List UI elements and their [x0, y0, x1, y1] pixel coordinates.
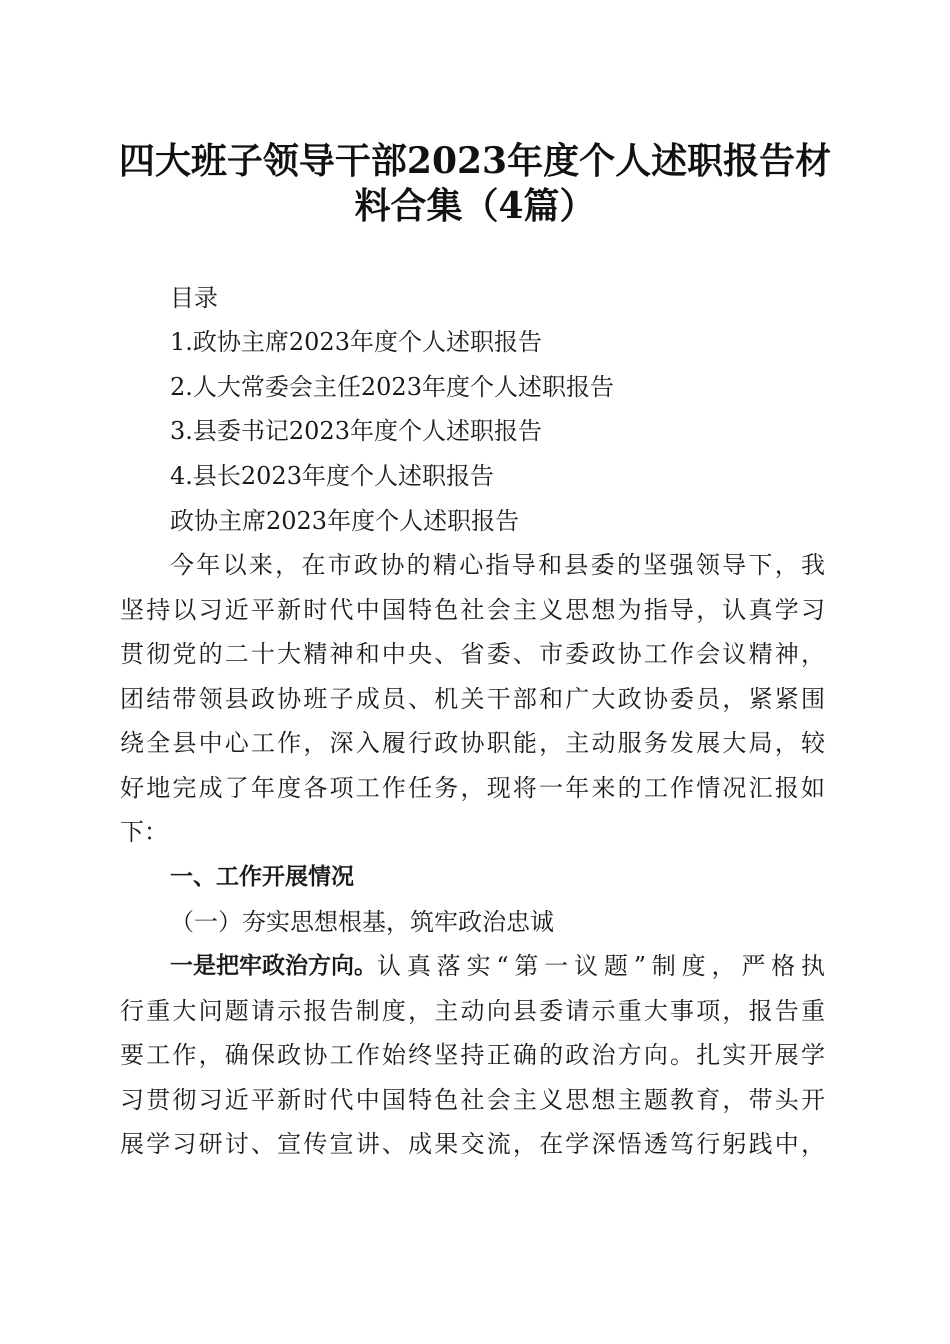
para1-bold-lead: 一是把牢政治方向。 [170, 953, 377, 979]
intro-line-4: 团结带领县政协班子成员、机关干部和广大政协委员，紧紧围 [120, 685, 825, 713]
para1-line-1 [170, 950, 825, 982]
para1-line-4: 习贯彻习近平新时代中国特色社会主义思想主题教育，带头开 [120, 1086, 825, 1114]
para1-line-2: 行重大问题请示报告制度，主动向县委请示重大事项，报告重 [120, 997, 825, 1025]
para1-line-5: 展学习研讨、宣传宣讲、成果交流，在学深悟透笃行躬践中， [120, 1130, 825, 1158]
document-title-line-2: 料合集（4篇） [354, 185, 596, 227]
toc-item-1: 1.政协主席2023年度个人述职报告 [170, 328, 542, 356]
toc-item-4: 4.县长2023年度个人述职报告 [170, 462, 494, 490]
heading-level-2: （一）夯实思想根基，筑牢政治忠诚 [170, 908, 554, 936]
toc-item-3: 3.县委书记2023年度个人述职报告 [170, 417, 542, 445]
intro-line-6: 好地完成了年度各项工作任务，现将一年来的工作情况汇报如 [120, 774, 825, 802]
heading-level-1: 一、工作开展情况 [170, 864, 354, 890]
intro-line-2: 坚持以习近平新时代中国特色社会主义思想为指导，认真学习 [120, 596, 825, 624]
intro-line-7: 下： [120, 818, 168, 846]
document-title-line-1: 四大班子领导干部2023年度个人述职报告材 [118, 140, 832, 182]
toc-heading: 目录 [170, 284, 218, 312]
toc-item-2: 2.人大常委会主任2023年度个人述职报告 [170, 373, 614, 401]
para1-line-3: 要工作，确保政协工作始终坚持正确的政治方向。扎实开展学 [120, 1041, 825, 1069]
intro-line-1: 今年以来，在市政协的精心指导和县委的坚强领导下，我 [170, 551, 825, 579]
para1-first-rest: 认真落实“第一议题”制度，严格执 [377, 952, 825, 980]
section-title: 政协主席2023年度个人述职报告 [170, 507, 520, 535]
intro-line-5: 绕全县中心工作，深入履行政协职能，主动服务发展大局，较 [120, 729, 825, 757]
intro-line-3: 贯彻党的二十大精神和中央、省委、市委政协工作会议精神， [120, 640, 825, 668]
